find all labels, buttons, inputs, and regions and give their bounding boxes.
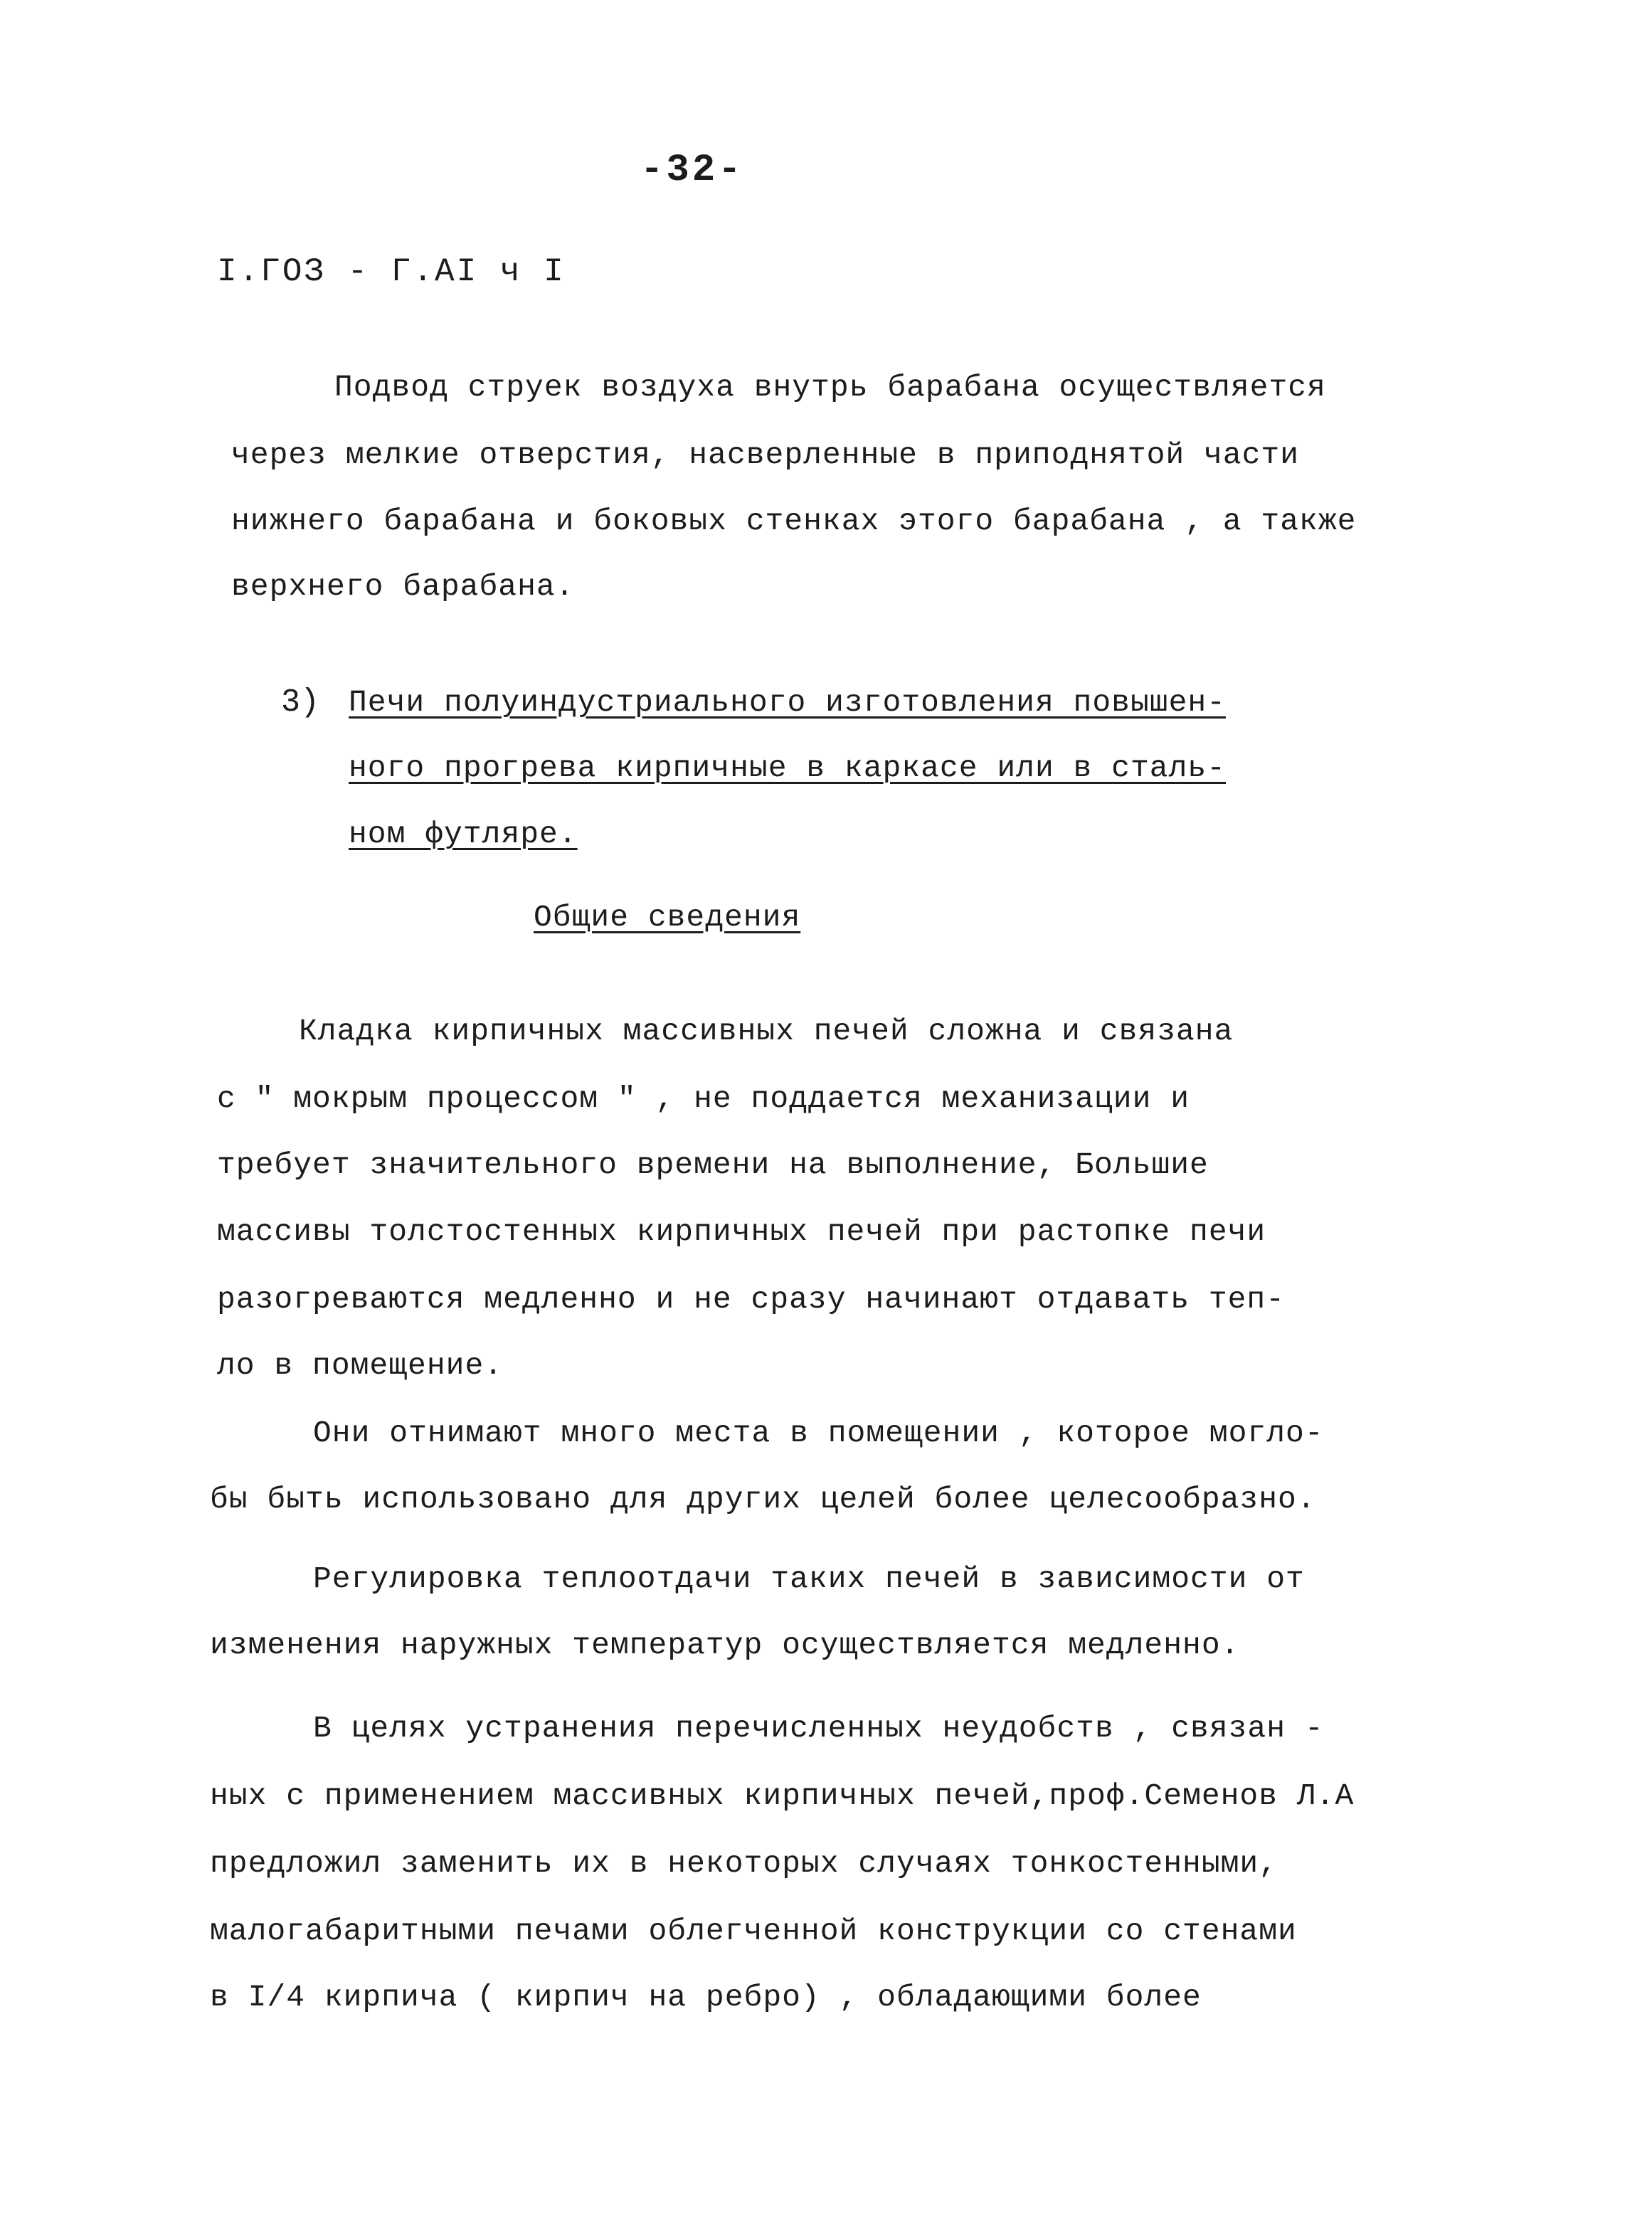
paragraph2-line: Кладка кирпичных массивных печей сложна и связана xyxy=(299,1014,1234,1049)
paragraph3-line: Они отнимают много места в помещении , которое могло- xyxy=(313,1416,1324,1451)
section-title-line: ном футляре. xyxy=(349,817,578,852)
page-number: -32- xyxy=(640,149,744,192)
section-title-line: ного прогрева кирпичные в каркасе или в сталь- xyxy=(349,751,1226,785)
paragraph5-line: В целях устранения перечисленных неудобств , связан - xyxy=(313,1711,1324,1746)
paragraph5-line: в I/4 кирпича ( кирпич на ребро) , обладающими более xyxy=(210,1980,1202,2015)
paragraph5-line: малогабаритными печами облегченной конструкции со стенами xyxy=(210,1914,1297,1949)
paragraph2-line: разогреваются медленно и не сразу начинают отдавать теп- xyxy=(217,1282,1286,1317)
paragraph2-line: массивы толстостенных кирпичных печей при растопке печи xyxy=(217,1214,1266,1249)
paragraph3-line: бы быть использовано для других целей более целесообразно. xyxy=(210,1482,1316,1517)
section-number: 3) xyxy=(281,684,320,721)
paragraph5-line: ных с применением массивных кирпичных печей,проф.Семенов Л.А xyxy=(210,1778,1355,1813)
paragraph5-line: предложил заменить их в некоторых случаях тонкостенными, xyxy=(210,1846,1278,1881)
paragraph2-line: с " мокрым процессом " , не поддается механизации и xyxy=(217,1081,1190,1116)
document-reference: I.ГОЗ - Г.АI ч I xyxy=(217,253,566,290)
paragraph1-line: через мелкие отверстия, насверленные в приподнятой части xyxy=(231,438,1300,472)
paragraph2-line: требует значительного времени на выполнение, Большие xyxy=(217,1147,1209,1182)
paragraph4-line: Регулировка теплоотдачи таких печей в зависимости от xyxy=(313,1562,1305,1596)
paragraph1-line: Подвод струек воздуха внутрь барабана осуществляется xyxy=(334,370,1326,405)
section-title-line: Печи полуиндустриального изготовления повышен- xyxy=(349,685,1226,720)
paragraph2-line: ло в помещение. xyxy=(217,1348,504,1383)
paragraph1-line: верхнего барабана. xyxy=(231,569,575,604)
paragraph4-line: изменения наружных температур осуществляется медленно. xyxy=(210,1628,1240,1663)
paragraph1-line: нижнего барабана и боковых стенках этого барабана , а также xyxy=(231,504,1357,539)
subheading: Общие сведения xyxy=(534,900,801,935)
